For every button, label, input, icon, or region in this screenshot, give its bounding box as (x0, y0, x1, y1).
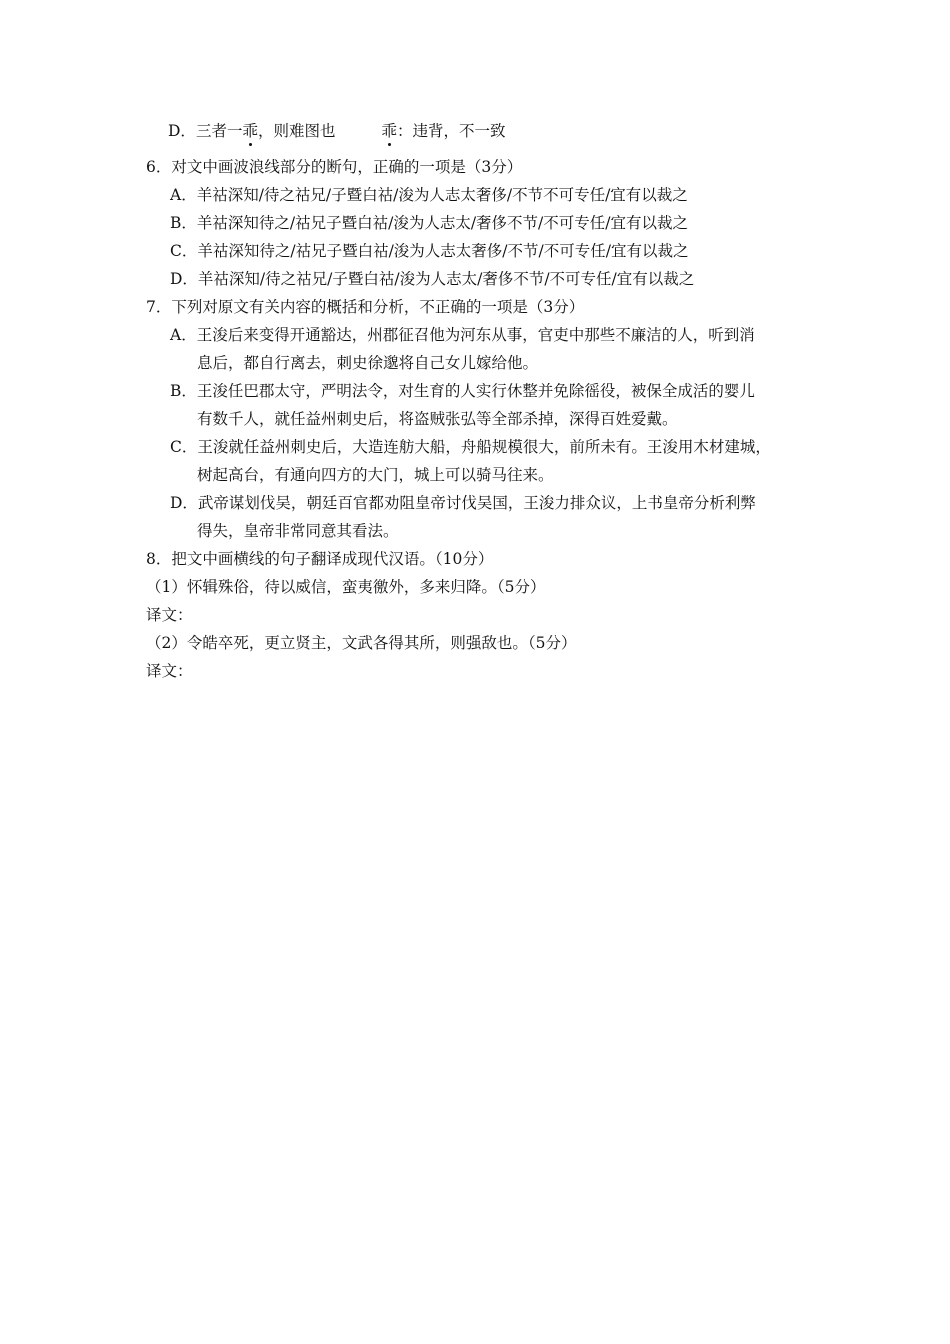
q8-item-1-sentence: （1）怀辑殊俗，待以威信，蛮夷徼外，多来归降。（5分） (146, 578, 546, 596)
q7-option-a-line1: A．王浚后来变得开通豁达，州郡征召他为河东从事，官吏中那些不廉洁的人，听到消 (170, 326, 755, 344)
q8-item-1-answer-label: 译文： (146, 606, 193, 624)
q5-option-d-gloss-text: ：违背，不一致 (397, 122, 506, 140)
q5-option-d-gloss (381, 121, 505, 141)
q7-option-d-line2: 得失，皇帝非常同意其看法。 (197, 522, 399, 540)
q7-option-c-line2: 树起高台，有通向四方的大门，城上可以骑马往来。 (197, 466, 554, 484)
q5-option-d-gloss-char: 乖 (381, 122, 397, 140)
q5-option-d-label: D． (168, 122, 196, 140)
q6-option-c: C．羊祜深知待之/祜兄子暨白祜/浚为人志太奢侈/不节/不可专任/宜有以裁之 (170, 242, 689, 260)
q7-option-c-line1: C．王浚就任益州刺史后，大造连舫大船，舟船规模很大，前所未有。王浚用木材建城， (170, 438, 771, 456)
q7-option-b-line1: B．王浚任巴郡太守，严明法令，对生育的人实行休整并免除徭役，被保全成活的婴儿 (170, 382, 755, 400)
q8-item-2-sentence: （2）令皓卒死，更立贤主，文武各得其所，则强敌也。（5分） (146, 634, 577, 652)
q7-option-b-line2: 有数千人，就任益州刺史后，将盗贼张弘等全部杀掉，深得百姓爱戴。 (197, 410, 678, 428)
q8-stem: 8．把文中画横线的句子翻译成现代汉语。（10分） (146, 550, 494, 568)
q5-option-d-text-after: ，则难图也 (257, 122, 336, 140)
q6-option-d: D．羊祜深知/待之祜兄/子暨白祜/浚为人志太/奢侈不节/不可专任/宜有以裁之 (170, 270, 695, 288)
q5-option-d-text-before: 三者一 (195, 122, 243, 140)
q6-stem: 6．对文中画波浪线部分的断句，正确的一项是（3分） (146, 158, 523, 176)
q5-option-d (168, 121, 506, 141)
q7-option-a-line2: 息后，都自行离去，刺史徐邈将自己女儿嫁给他。 (197, 354, 539, 372)
q6-option-b: B．羊祜深知待之/祜兄子暨白祜/浚为人志太/奢侈不节/不可专任/宜有以裁之 (170, 214, 689, 232)
q7-option-d-line1: D．武帝谋划伐吴，朝廷百官都劝阻皇帝讨伐吴国，王浚力排众议，上书皇帝分析利弊 (170, 494, 756, 512)
q5-option-d-emphasized-char: 乖 (242, 122, 258, 140)
q7-stem: 7．下列对原文有关内容的概括和分析，不正确的一项是（3分） (146, 298, 585, 316)
q6-option-a: A．羊祜深知/待之祜兄/子暨白祜/浚为人志太奢侈/不节不可专任/宜有以裁之 (170, 186, 688, 204)
q8-item-2-answer-label: 译文： (146, 662, 193, 680)
